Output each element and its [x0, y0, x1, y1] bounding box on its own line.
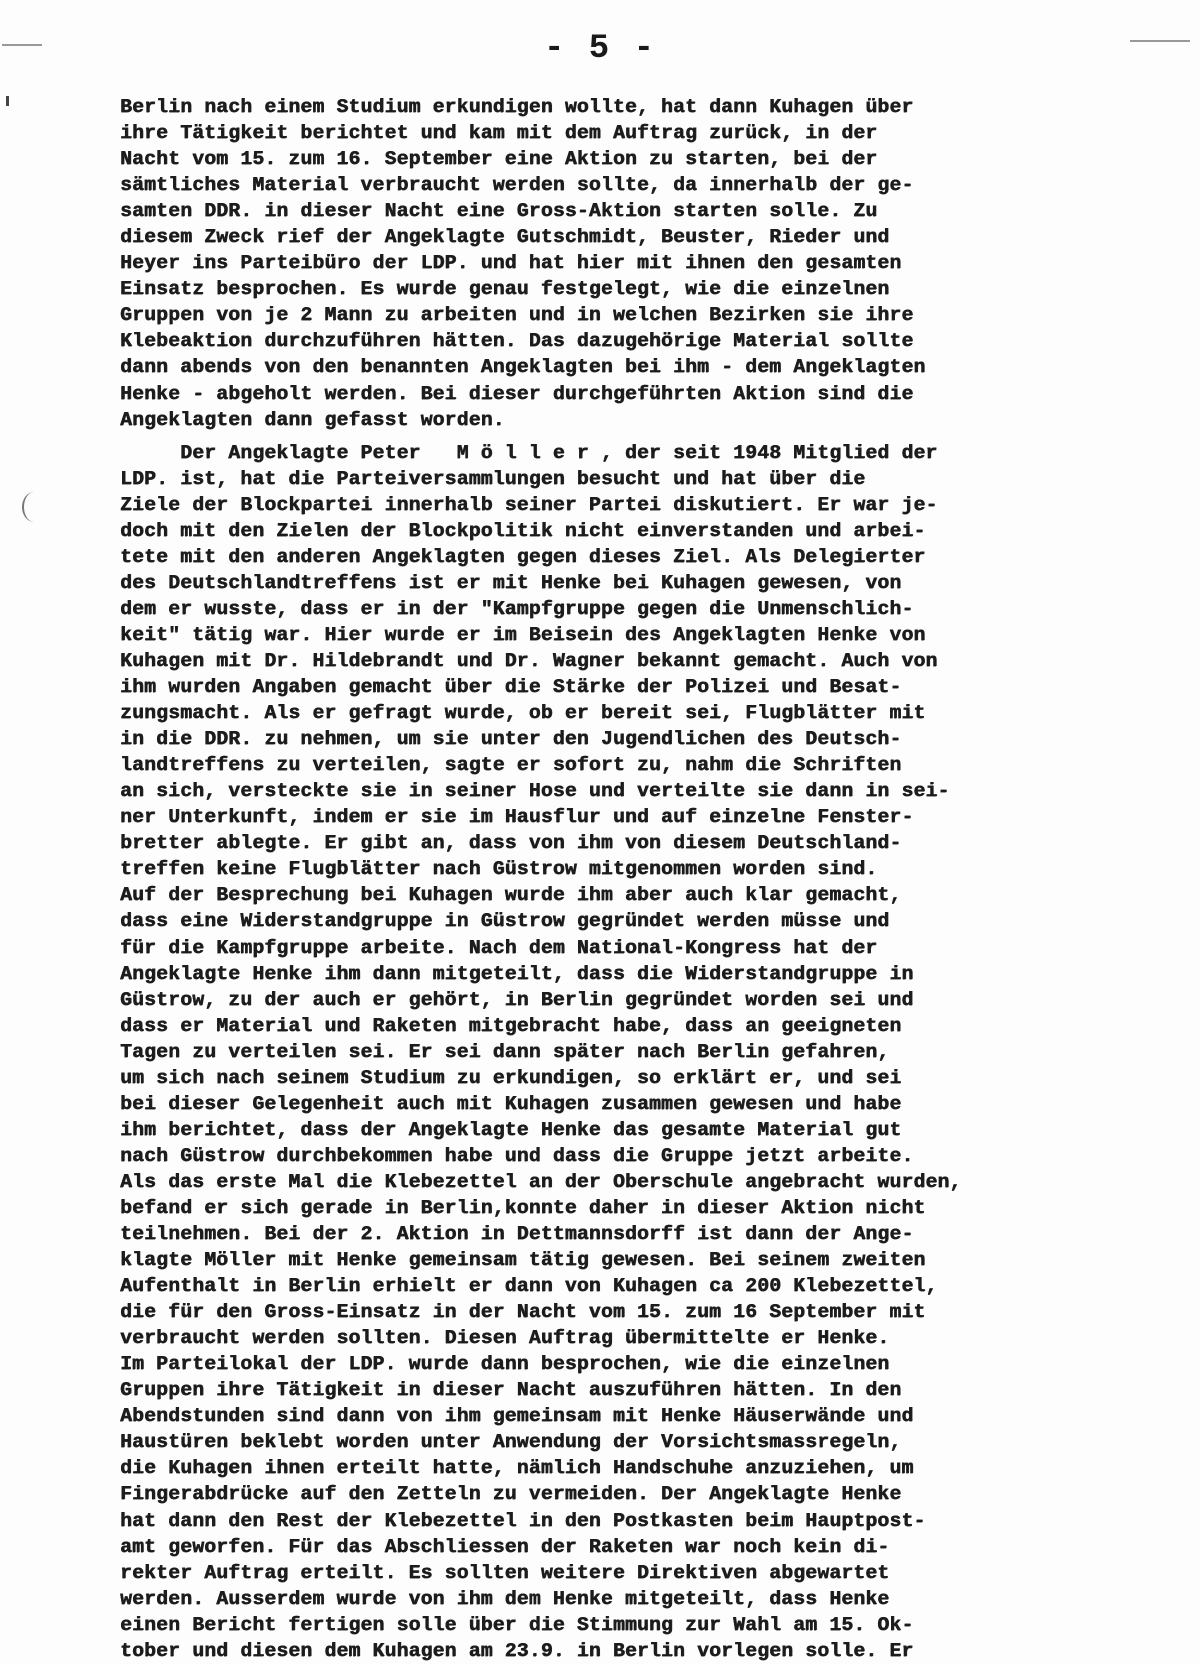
text-line: LDP. ist, hat die Parteiversammlungen besucht und hat über die: [120, 467, 866, 490]
text-line: Aufenthalt in Berlin erhielt er dann von Kuhagen ca 200 Klebezettel,: [120, 1275, 938, 1298]
text-line: Der Angeklagte Peter M ö l l e r , der seit 1948 Mitglied der: [120, 441, 938, 464]
text-line: diesem Zweck rief der Angeklagte Gutschmidt, Beuster, Rieder und: [120, 226, 890, 249]
text-line: doch mit den Zielen der Blockpolitik nicht einverstanden und arbei-: [120, 519, 926, 542]
text-line: Klebeaktion durchzuführen hätten. Das dazugehörige Material sollte: [120, 330, 914, 353]
text-line: tete mit den anderen Angeklagten gegen dieses Ziel. Als Delegierter: [120, 545, 926, 568]
document-body: [120, 94, 1080, 1664]
paragraph: [120, 94, 1080, 433]
text-line: des Deutschlandtreffens ist er mit Henke bei Kuhagen gewesen, von: [120, 571, 902, 594]
text-line: Güstrow, zu der auch er gehört, in Berlin gegründet worden sei und: [120, 988, 914, 1011]
page-number: - 5 -: [543, 30, 657, 68]
text-line: Einsatz besprochen. Es wurde genau festgelegt, wie die einzelnen: [120, 278, 890, 301]
text-line: tober und diesen dem Kuhagen am 23.9. in Berlin vorlegen solle. Er: [120, 1639, 914, 1662]
text-line: dass er Material und Raketen mitgebracht habe, dass an geeigneten: [120, 1014, 902, 1037]
text-line: bei dieser Gelegenheit auch mit Kuhagen zusammen gewesen und habe: [120, 1092, 902, 1115]
text-line: an sich, versteckte sie in seiner Hose und verteilte sie dann in sei-: [120, 780, 950, 803]
text-line: Abendstunden sind dann von ihm gemeinsam mit Henke Häuserwände und: [120, 1405, 914, 1428]
text-line: klagte Möller mit Henke gemeinsam tätig gewesen. Bei seinem zweiten: [120, 1249, 926, 1272]
text-line: dem er wusste, dass er in der "Kampfgruppe gegen die Unmenschlich-: [120, 597, 914, 620]
text-line: Angeklagten dann gefasst worden.: [120, 408, 505, 431]
paragraph: [120, 440, 1080, 1664]
text-line: werden. Ausserdem wurde von ihm dem Henke mitgeteilt, dass Henke: [120, 1587, 890, 1610]
text-line: keit" tätig war. Hier wurde er im Beisein des Angeklagten Henke von: [120, 623, 926, 646]
text-line: einen Bericht fertigen solle über die Stimmung zur Wahl am 15. Ok-: [120, 1613, 914, 1636]
text-line: Auf der Besprechung bei Kuhagen wurde ihm aber auch klar gemacht,: [120, 884, 902, 907]
text-line: treffen keine Flugblätter nach Güstrow mitgenommen worden sind.: [120, 858, 878, 881]
text-line: in die DDR. zu nehmen, um sie unter den Jugendlichen des Deutsch-: [120, 728, 902, 751]
text-line: hat dann den Rest der Klebezettel in den Postkasten beim Hauptpost-: [120, 1509, 926, 1532]
text-line: Haustüren beklebt worden unter Anwendung der Vorsichtsmassregeln,: [120, 1431, 902, 1454]
text-line: rekter Auftrag erteilt. Es sollten weitere Direktiven abgewartet: [120, 1561, 890, 1584]
text-line: Fingerabdrücke auf den Zetteln zu vermeiden. Der Angeklagte Henke: [120, 1483, 902, 1506]
text-line: Nacht vom 15. zum 16. September eine Aktion zu starten, bei der: [120, 148, 878, 171]
text-line: um sich nach seinem Studium zu erkundigen, so erklärt er, und sei: [120, 1066, 902, 1089]
punch-hole-mark: [22, 492, 46, 522]
text-line: Ziele der Blockpartei innerhalb seiner Partei diskutiert. Er war je-: [120, 493, 938, 516]
margin-mark: [6, 96, 9, 106]
text-line: die Kuhagen ihnen erteilt hatte, nämlich Handschuhe anzuziehen, um: [120, 1457, 914, 1480]
text-line: Heyer ins Parteibüro der LDP. und hat hier mit ihnen den gesamten: [120, 252, 902, 275]
text-line: Berlin nach einem Studium erkundigen wollte, hat dann Kuhagen über: [120, 96, 914, 118]
text-line: Kuhagen mit Dr. Hildebrandt und Dr. Wagner bekannt gemacht. Auch von: [120, 649, 938, 672]
text-line: dann abends von den benannten Angeklagten bei ihm - dem Angeklagten: [120, 356, 926, 379]
text-line: samten DDR. in dieser Nacht eine Gross-Aktion starten solle. Zu: [120, 200, 878, 223]
text-line: dass eine Widerstandgruppe in Güstrow gegründet werden müsse und: [120, 910, 890, 933]
text-line: Als das erste Mal die Klebezettel an der Oberschule angebracht wurden,: [120, 1170, 962, 1193]
text-line: Tagen zu verteilen sei. Er sei dann später nach Berlin gefahren,: [120, 1040, 890, 1063]
text-line: ihm berichtet, dass der Angeklagte Henke das gesamte Material gut: [120, 1118, 902, 1141]
text-line: sämtliches Material verbraucht werden sollte, da innerhalb der ge-: [120, 174, 914, 197]
text-line: nach Güstrow durchbekommen habe und dass die Gruppe jetzt arbeite.: [120, 1144, 914, 1167]
text-line: für die Kampfgruppe arbeite. Nach dem National-Kongress hat der: [120, 936, 878, 959]
text-line: Gruppen ihre Tätigkeit in dieser Nacht auszuführen hätten. In den: [120, 1379, 902, 1402]
text-line: teilnehmen. Bei der 2. Aktion in Dettmannsdorff ist dann der Ange-: [120, 1223, 914, 1246]
text-line: Angeklagte Henke ihm dann mitgeteilt, dass die Widerstandgruppe in: [120, 962, 914, 985]
paragraph-gap: [120, 433, 1080, 440]
text-line: Gruppen von je 2 Mann zu arbeiten und in welchen Bezirken sie ihre: [120, 304, 914, 327]
text-line: zungsmacht. Als er gefragt wurde, ob er bereit sei, Flugblätter mit: [120, 702, 926, 725]
text-line: ihm wurden Angaben gemacht über die Stärke der Polizei und Besat-: [120, 676, 902, 699]
text-line: ihre Tätigkeit berichtet und kam mit dem Auftrag zurück, in der: [120, 122, 878, 145]
text-line: bretter ablegte. Er gibt an, dass von ihm von diesem Deutschland-: [120, 832, 902, 855]
text-line: befand er sich gerade in Berlin,konnte daher in dieser Aktion nicht: [120, 1196, 926, 1219]
text-line: Im Parteilokal der LDP. wurde dann besprochen, wie die einzelnen: [120, 1353, 890, 1376]
text-line: verbraucht werden sollten. Diesen Auftrag übermittelte er Henke.: [120, 1327, 890, 1350]
text-line: landtreffens zu verteilen, sagte er sofort zu, nahm die Schriften: [120, 754, 902, 777]
text-line: die für den Gross-Einsatz in der Nacht vom 15. zum 16 September mit: [120, 1301, 926, 1324]
text-line: amt geworfen. Für das Abschliessen der Raketen war noch kein di-: [120, 1535, 890, 1558]
text-line: ner Unterkunft, indem er sie im Hausflur und auf einzelne Fenster-: [120, 806, 914, 829]
text-line: Henke - abgeholt werden. Bei dieser durchgeführten Aktion sind die: [120, 382, 914, 405]
